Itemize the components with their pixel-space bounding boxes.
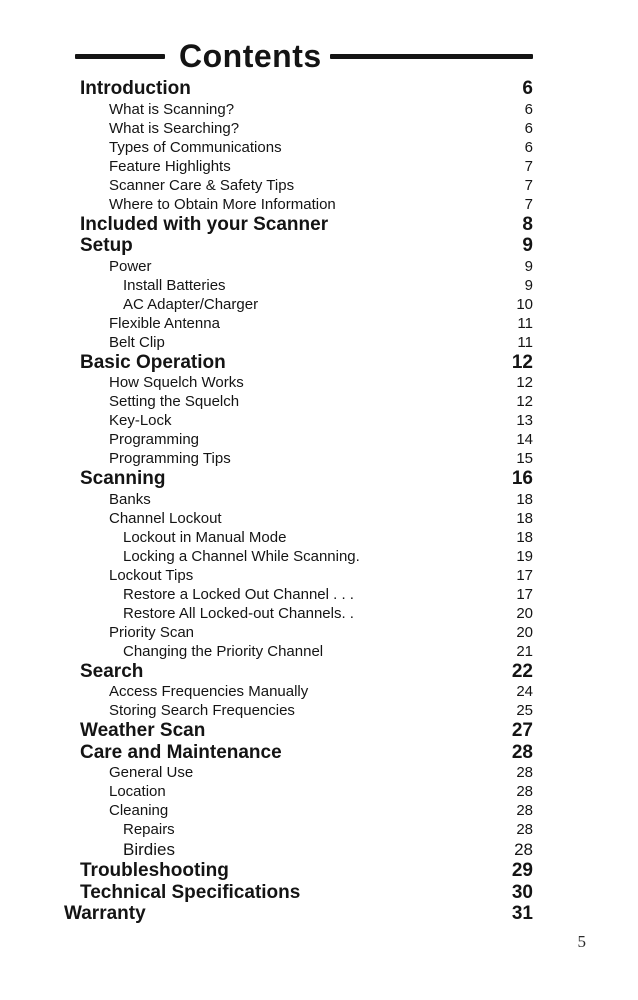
toc-entry-page-number: 17 [516, 566, 533, 584]
toc-entry-page-number: 17 [516, 585, 533, 603]
toc-entry-label: Restore All Locked-out Channels. . [123, 604, 354, 622]
toc-row [0, 566, 533, 585]
toc-row [0, 157, 533, 176]
toc-entry-page-number: 9 [524, 257, 533, 275]
toc-entry-label: Programming Tips [109, 450, 231, 467]
toc-entry-page-number: 25 [516, 702, 533, 719]
toc-entry-label: Setting the Squelch [109, 393, 240, 410]
toc-entry-label: Introduction [80, 78, 191, 99]
toc-entry-label: General Use [109, 764, 194, 781]
toc-row [0, 547, 533, 566]
toc-entry-label: Scanner Care & Safety Tips [109, 176, 295, 194]
toc-row [0, 100, 533, 119]
toc-entry-label: Programming [109, 431, 200, 448]
toc-row [0, 882, 533, 904]
toc-row [0, 604, 533, 623]
toc-entry-label: Search [80, 660, 144, 682]
toc-row [0, 468, 533, 490]
toc-entry-page-number: 18 [516, 490, 533, 508]
toc-entry-page-number: 11 [517, 333, 533, 351]
toc-row [0, 661, 533, 683]
toc-entry-page-number: 28 [516, 764, 533, 781]
toc-row [0, 411, 533, 430]
toc-entry-label: Basic Operation [80, 351, 226, 373]
toc-row [0, 623, 533, 642]
toc-row [0, 392, 533, 411]
toc-entry-label: Care and Maintenance [80, 741, 282, 763]
toc-entry-page-number: 28 [514, 840, 533, 859]
toc-entry-page-number: 30 [511, 881, 533, 903]
toc-entry-page-number: 8 [522, 213, 533, 235]
toc-entry-label: Types of Communications [109, 138, 282, 156]
toc-row [0, 585, 533, 604]
toc-entry-page-number: 13 [516, 412, 533, 429]
toc-row [0, 903, 533, 925]
toc-row [0, 720, 533, 742]
toc-row [0, 528, 533, 547]
toc-entry-page-number: 31 [511, 903, 533, 924]
toc-row [0, 295, 533, 314]
toc-entry-label: How Squelch Works [109, 374, 244, 391]
toc-row [0, 860, 533, 882]
toc-entry-page-number: 15 [516, 450, 533, 467]
toc-row [0, 78, 533, 100]
toc-entry-page-number: 20 [516, 623, 533, 641]
toc-entry-page-number: 14 [516, 431, 533, 448]
toc-entry-label: Install Batteries [123, 276, 226, 294]
toc-row [0, 138, 533, 157]
toc-entry-label: Power [109, 257, 152, 275]
toc-entry-page-number: 18 [516, 528, 533, 546]
toc-entry-label: Access Frequencies Manually [109, 683, 309, 700]
title-rule-right-icon [330, 54, 533, 59]
toc-entry-label: Feature Highlights [109, 157, 231, 175]
toc-row [0, 195, 533, 214]
toc-entry-label: Included with your Scanner [80, 213, 329, 235]
toc-entry-label: Flexible Antenna [109, 314, 220, 332]
toc-entry-page-number: 18 [516, 509, 533, 527]
toc-entry-page-number: 20 [516, 604, 533, 622]
toc-entry-page-number: 7 [524, 195, 533, 213]
toc-row [0, 235, 533, 257]
toc-row [0, 742, 533, 764]
toc-row [0, 314, 533, 333]
toc-entry-label: Location [109, 783, 166, 800]
toc-row [0, 801, 533, 820]
toc-entry-page-number: 29 [511, 860, 533, 881]
toc-entry-label: Locking a Channel While Scanning. [123, 547, 360, 565]
toc-entry-page-number: 9 [524, 276, 533, 294]
toc-entry-page-number: 21 [516, 642, 533, 660]
toc-entry-page-number: 7 [524, 176, 533, 194]
toc-entry-page-number: 19 [516, 547, 533, 565]
toc-entry-label: Banks [109, 490, 151, 508]
toc-entry-label: Lockout Tips [109, 566, 194, 584]
toc-entry-label: Changing the Priority Channel [123, 642, 324, 660]
toc-entry-page-number: 27 [511, 720, 533, 741]
toc-row [0, 820, 533, 839]
toc-row [0, 839, 533, 860]
toc-entry-label: Key-Lock [109, 412, 172, 429]
toc-entry-page-number: 10 [516, 295, 533, 313]
toc-entry-label: Priority Scan [109, 623, 195, 641]
toc-row [0, 352, 533, 374]
toc-entry-page-number: 16 [511, 468, 533, 489]
toc-row [0, 176, 533, 195]
toc-entry-label: What is Scanning? [109, 100, 235, 118]
toc-entry-page-number: 12 [511, 351, 533, 373]
toc-row [0, 373, 533, 392]
toc-entry-label: What is Searching? [109, 119, 240, 137]
contents-title-bar [75, 38, 533, 74]
toc-row [0, 276, 533, 295]
toc-entry-label: Where to Obtain More Information [109, 195, 336, 213]
toc-row [0, 490, 533, 509]
toc-entry-label: Birdies [123, 840, 175, 859]
toc-row [0, 682, 533, 701]
toc-entry-label: Belt Clip [109, 333, 165, 351]
toc-list [0, 78, 533, 925]
toc-entry-page-number: 6 [524, 100, 533, 118]
toc-entry-page-number: 28 [511, 741, 533, 763]
toc-entry-page-number: 28 [516, 802, 533, 819]
toc-entry-page-number: 6 [524, 119, 533, 137]
toc-entry-label: Troubleshooting [80, 860, 229, 881]
toc-row [0, 430, 533, 449]
toc-entry-label: Setup [80, 235, 133, 256]
toc-entry-label: Storing Search Frequencies [109, 702, 295, 719]
toc-entry-page-number: 6 [524, 138, 533, 156]
toc-row [0, 763, 533, 782]
toc-entry-page-number: 28 [516, 783, 533, 800]
toc-entry-page-number: 12 [516, 374, 533, 391]
toc-entry-page-number: 22 [511, 660, 533, 682]
toc-entry-label: Repairs [123, 821, 175, 838]
toc-entry-page-number: 6 [522, 78, 533, 99]
toc-entry-page-number: 11 [517, 314, 533, 332]
toc-entry-label: Weather Scan [80, 720, 206, 741]
toc-entry-label: Restore a Locked Out Channel . . . [123, 585, 354, 603]
toc-row [0, 257, 533, 276]
toc-entry-label: Channel Lockout [109, 509, 222, 527]
folio-page-number: 5 [577, 932, 586, 951]
toc-entry-page-number: 28 [516, 821, 533, 838]
toc-row [0, 782, 533, 801]
toc-entry-label: Scanning [80, 468, 166, 489]
toc-entry-label: Lockout in Manual Mode [123, 528, 287, 546]
toc-row [0, 214, 533, 236]
toc-entry-label: Warranty [64, 903, 146, 924]
toc-row [0, 449, 533, 468]
page-title: Contents [179, 38, 322, 74]
toc-entry-label: AC Adapter/Charger [123, 295, 259, 313]
toc-row [0, 509, 533, 528]
title-rule-left-icon [75, 54, 165, 59]
toc-row [0, 701, 533, 720]
toc-entry-label: Cleaning [109, 802, 169, 819]
toc-entry-page-number: 12 [516, 393, 533, 410]
toc-row [0, 642, 533, 661]
toc-entry-label: Technical Specifications [80, 881, 301, 903]
toc-row [0, 119, 533, 138]
toc-entry-page-number: 7 [524, 157, 533, 175]
toc-entry-page-number: 24 [516, 683, 533, 700]
toc-row [0, 333, 533, 352]
toc-entry-page-number: 9 [522, 235, 533, 256]
